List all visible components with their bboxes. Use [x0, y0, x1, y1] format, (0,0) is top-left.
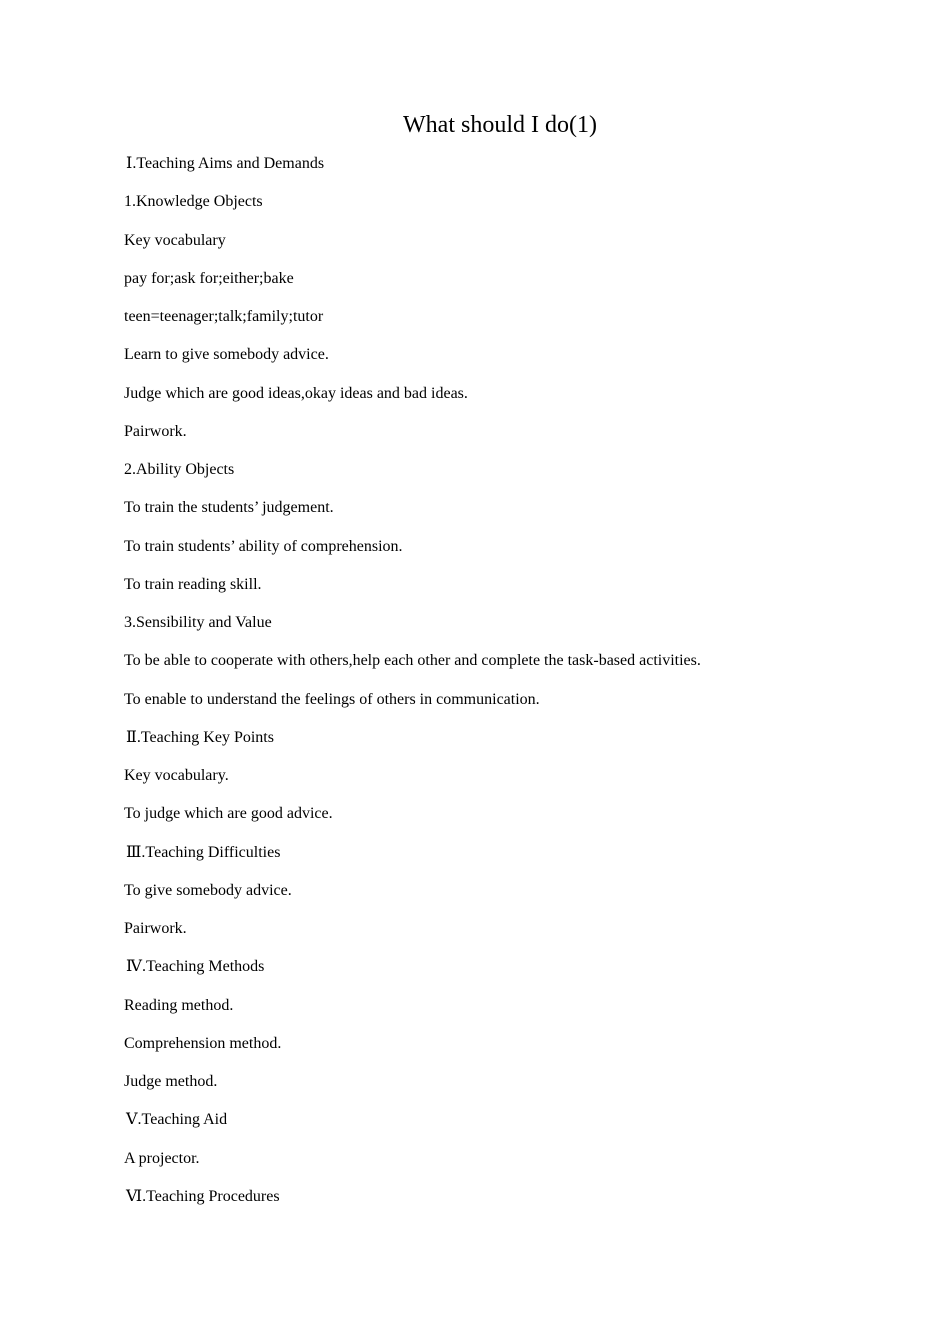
- body-line: Reading method.: [124, 996, 234, 1014]
- body-line: Pairwork.: [124, 920, 187, 937]
- body-line: Learn to give somebody advice.: [124, 346, 329, 364]
- subheading-ability-objects: 2.Ability Objects: [124, 461, 235, 478]
- body-line: Judge method.: [124, 1073, 218, 1090]
- body-line: Comprehension method.: [124, 1034, 282, 1052]
- document-body: [124, 154, 904, 1225]
- subheading-sensibility-value: 3.Sensibility and Value: [124, 614, 272, 631]
- body-line: Key vocabulary.: [124, 767, 229, 784]
- section-heading-aims: Ⅰ.Teaching Aims and Demands: [126, 155, 325, 172]
- body-line: To be able to cooperate with others,help each other and complete the task-based activities.: [124, 652, 701, 670]
- body-line: Judge which are good ideas,okay ideas and bad ideas.: [124, 384, 468, 402]
- body-line: Pairwork.: [124, 422, 187, 440]
- body-line: To enable to understand the feelings of others in communication.: [124, 690, 540, 708]
- section-heading-key-points: Ⅱ.Teaching Key Points: [126, 728, 274, 746]
- body-line: To give somebody advice.: [124, 881, 292, 899]
- section-heading-procedures: Ⅵ.Teaching Procedures: [126, 1187, 280, 1205]
- body-line: To train students’ ability of comprehension.: [124, 537, 403, 555]
- body-line: To train the students’ judgement.: [124, 499, 334, 517]
- body-line: To judge which are good advice.: [124, 805, 333, 823]
- body-line: teen=teenager;talk;family;tutor: [124, 308, 324, 325]
- body-line: To train reading skill.: [124, 575, 262, 593]
- section-heading-methods: Ⅳ.Teaching Methods: [126, 958, 265, 976]
- subheading-knowledge-objects: 1.Knowledge Objects: [124, 193, 263, 211]
- body-line: Key vocabulary: [124, 231, 226, 249]
- section-heading-aid: Ⅴ.Teaching Aid: [126, 1111, 228, 1129]
- section-heading-difficulties: Ⅲ.Teaching Difficulties: [126, 843, 281, 861]
- body-line: A projector.: [124, 1149, 200, 1167]
- body-line: pay for;ask for;either;bake: [124, 269, 294, 287]
- document-title: What should I do(1): [403, 112, 597, 138]
